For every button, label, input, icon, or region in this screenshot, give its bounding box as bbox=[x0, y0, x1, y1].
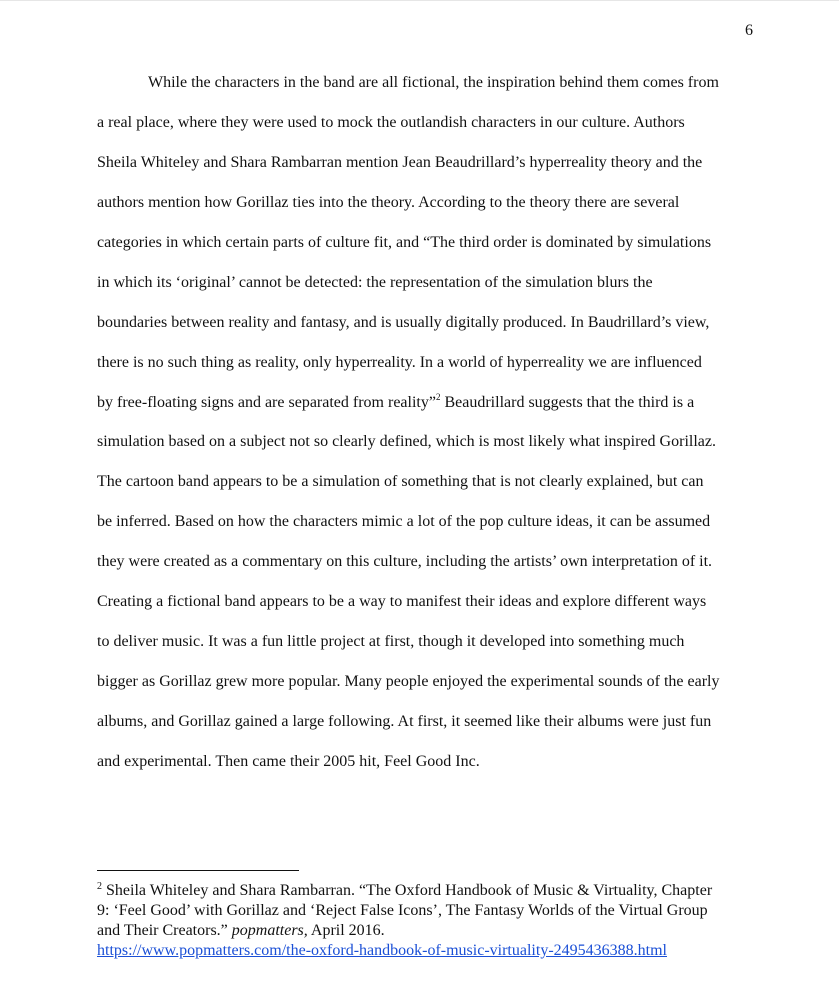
footnote-line bbox=[97, 881, 757, 901]
body-line: boundaries between reality and fantasy, and is usually digitally produced. In Baudrillard’s view, bbox=[97, 314, 710, 331]
footnote-text: and Their Creators.” bbox=[97, 922, 232, 939]
body-line: there is no such thing as reality, only hyperreality. In a world of hyperreality we are influenced bbox=[97, 354, 702, 371]
body-line: Sheila Whiteley and Shara Rambarran mention Jean Beaudrillard’s hyperreality theory and the bbox=[97, 154, 703, 171]
body-line: The cartoon band appears to be a simulation of something that is not clearly explained, but can bbox=[97, 473, 704, 490]
footnote-line: 9: ‘Feel Good’ with Gorillaz and ‘Reject False Icons’, The Fantasy Worlds of the Virtual Group bbox=[97, 902, 708, 919]
footnote-marker: 2 bbox=[97, 881, 102, 892]
page-number: 6 bbox=[745, 22, 753, 39]
body-line: Creating a fictional band appears to be a way to manifest their ideas and explore different ways bbox=[97, 593, 707, 610]
body-line-text-continued: Beaudrillard suggests that the third is a bbox=[440, 394, 695, 411]
body-line: to deliver music. It was a fun little project at first, though it developed into something much bbox=[97, 633, 685, 650]
body-line-with-footnote-ref bbox=[97, 393, 694, 413]
body-line: While the characters in the band are all fictional, the inspiration behind them comes from bbox=[148, 74, 719, 91]
body-line: authors mention how Gorillaz ties into the theory. According to the theory there are several bbox=[97, 194, 680, 211]
body-line: in which its ‘original’ cannot be detected: the representation of the simulation blurs the bbox=[97, 274, 653, 291]
body-line: a real place, where they were used to mock the outlandish characters in our culture. Authors bbox=[97, 114, 685, 131]
footnote-line bbox=[97, 921, 757, 941]
body-line: bigger as Gorillaz grew more popular. Many people enjoyed the experimental sounds of the early bbox=[97, 673, 720, 690]
footnote-text: Sheila Whiteley and Shara Rambarran. “The Oxford Handbook of Music & Virtuality, Chapter bbox=[102, 882, 713, 899]
body-line: categories in which certain parts of culture fit, and “The third order is dominated by simulations bbox=[97, 234, 712, 251]
footnote-url-link[interactable]: https://www.popmatters.com/the-oxford-handbook-of-music-virtuality-2495436388.html bbox=[97, 942, 667, 959]
body-line: albums, and Gorillaz gained a large following. At first, it seemed like their albums were just fun bbox=[97, 713, 712, 730]
footnote-date: April 2016. bbox=[307, 922, 385, 939]
page-top-edge bbox=[0, 0, 839, 1]
body-line: and experimental. Then came their 2005 hit, Feel Good Inc. bbox=[97, 753, 480, 770]
footnote-reference: 2 bbox=[435, 392, 441, 402]
body-line: simulation based on a subject not so clearly defined, which is most likely what inspired Gorillaz. bbox=[97, 433, 716, 450]
body-line: be inferred. Based on how the characters mimic a lot of the pop culture ideas, it can be assumed bbox=[97, 513, 711, 530]
body-line-text: by free-floating signs and are separated from reality” bbox=[97, 394, 436, 411]
footnote-source-title: popmatters, bbox=[231, 922, 308, 939]
footnote-separator bbox=[97, 870, 299, 871]
footnote-line bbox=[97, 941, 757, 961]
body-line: they were created as a commentary on this culture, including the artists’ own interpretation of it. bbox=[97, 553, 713, 570]
